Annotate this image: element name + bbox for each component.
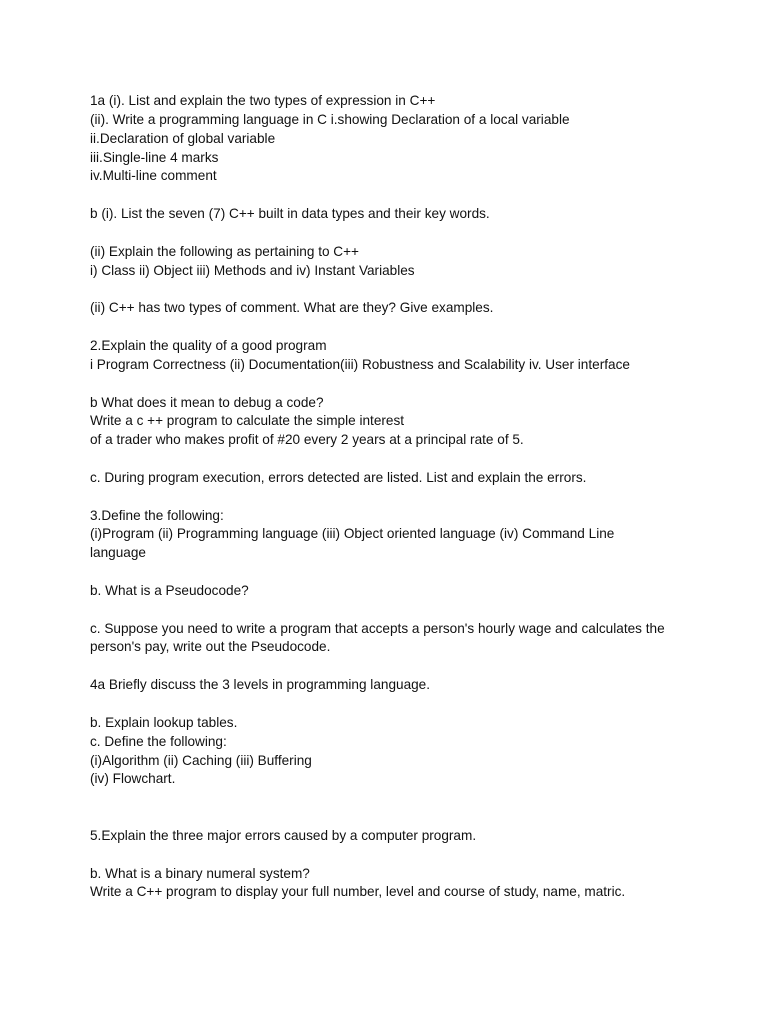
document-body xyxy=(90,92,690,902)
q3c-continued-text: person's pay, write out the Pseudocode. xyxy=(90,639,331,655)
q1b-ii-text: (ii) Explain the following as pertaining to C++ xyxy=(90,243,360,259)
q4c-items-text: (i)Algorithm (ii) Caching (iii) Buffering xyxy=(90,752,312,768)
spacer xyxy=(90,224,690,243)
spacer xyxy=(90,450,690,469)
q1b-comment-text: (ii) C++ has two types of comment. What are they? Give examples. xyxy=(90,300,494,316)
q1a-ii-global-text: ii.Declaration of global variable xyxy=(90,130,276,146)
spacer xyxy=(90,318,690,337)
q2c-text: c. During program execution, errors detected are listed. List and explain the errors. xyxy=(90,469,587,485)
q5b-text: b. What is a binary numeral system? xyxy=(90,865,310,881)
q2b-program-detail-text: of a trader who makes profit of #20 every 2 years at a principal rate of 5. xyxy=(90,432,524,448)
q5b-program-text: Write a C++ program to display your full number, level and course of study, name, matric. xyxy=(90,884,626,900)
q1b-ii-items-text: i) Class ii) Object iii) Methods and iv) Instant Variables xyxy=(90,262,415,278)
q3c-text: c. Suppose you need to write a program that accepts a person's hourly wage and calculates the xyxy=(90,620,665,636)
q1a-ii-multi-line-text: iv.Multi-line comment xyxy=(90,168,217,184)
q4a-text: 4a Briefly discuss the 3 levels in programming language. xyxy=(90,677,431,693)
spacer xyxy=(90,846,690,865)
q3a-items-continued-text: language xyxy=(90,545,146,561)
q3b-text: b. What is a Pseudocode? xyxy=(90,582,249,598)
q2b-program-text: Write a c ++ program to calculate the simple interest xyxy=(90,413,405,429)
q1b-i-text: b (i). List the seven (7) C++ built in data types and their key words. xyxy=(90,206,490,222)
spacer xyxy=(90,695,690,714)
q3a-text: 3.Define the following: xyxy=(90,507,224,523)
spacer xyxy=(90,789,690,827)
spacer xyxy=(90,186,690,205)
q2a-text: 2.Explain the quality of a good program xyxy=(90,337,327,353)
q4c-text: c. Define the following: xyxy=(90,733,227,749)
spacer xyxy=(90,657,690,676)
q4b-text: b. Explain lookup tables. xyxy=(90,714,238,730)
spacer xyxy=(90,601,690,620)
q3a-items-text: (i)Program (ii) Programming language (iii) Object oriented language (iv) Command Line xyxy=(90,526,615,542)
spacer xyxy=(90,563,690,582)
q4c-items-continued-text: (iv) Flowchart. xyxy=(90,771,176,787)
q2b-text: b What does it mean to debug a code? xyxy=(90,394,324,410)
q2a-items-text: i Program Correctness (ii) Documentation(iii) Robustness and Scalability iv. User interface xyxy=(90,356,630,372)
q1a-ii-text: (ii). Write a programming language in C i.showing Declaration of a local variable xyxy=(90,111,570,127)
spacer xyxy=(90,280,690,299)
spacer xyxy=(90,375,690,394)
q1a-i-text: 1a (i). List and explain the two types of expression in C++ xyxy=(90,93,436,108)
q1a-ii-single-line-text: iii.Single-line 4 marks xyxy=(90,149,219,165)
q5a-text: 5.Explain the three major errors caused by a computer program. xyxy=(90,827,477,843)
spacer xyxy=(90,488,690,507)
